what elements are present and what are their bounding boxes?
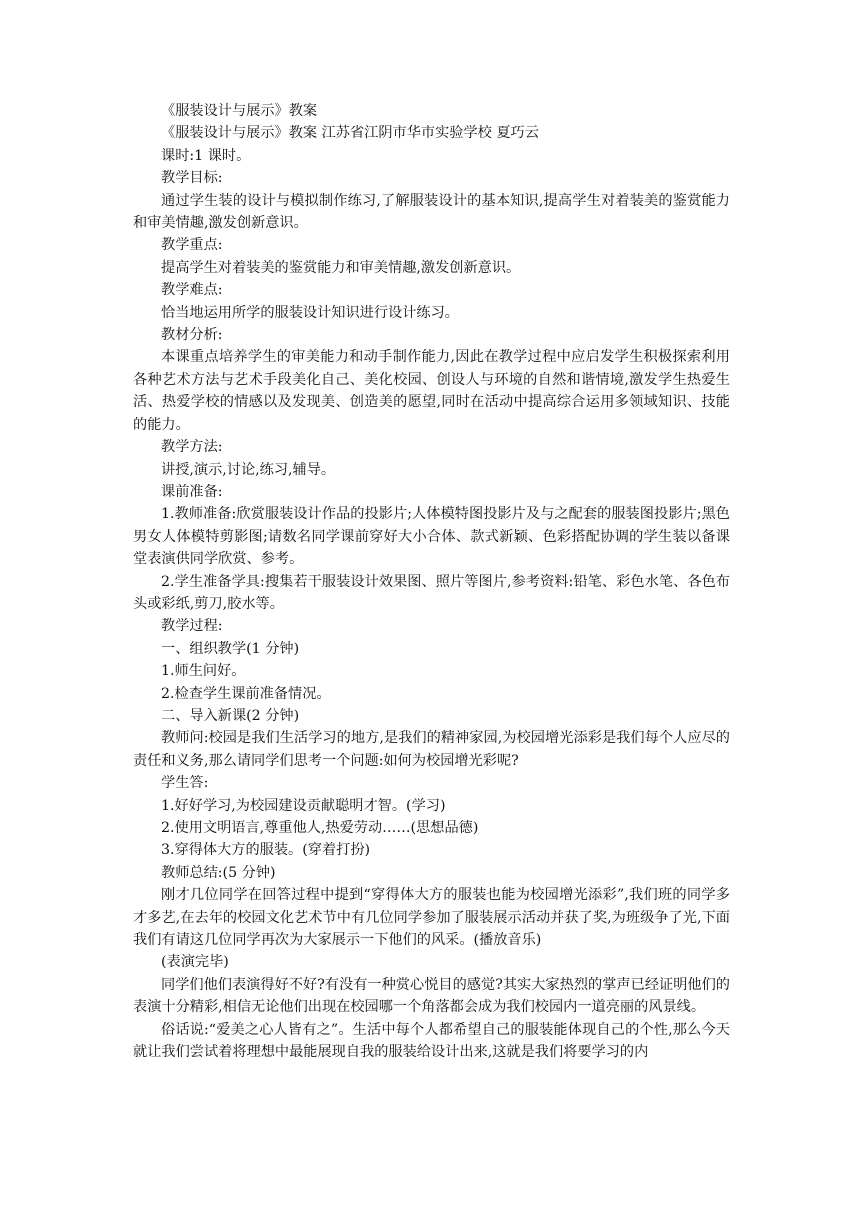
section-heading-difficulties: 教学难点: — [161, 282, 223, 299]
paragraph-teacher-summary-label: 教师总结:(5 分钟) — [161, 864, 276, 881]
paragraph-teacher-summary: 刚才几位同学在回答过程中提到“穿得体大方的服装也能为校园增光添彩”,我们班的同学多才多艺,在去年的校园文化艺术节中有几位同学参加了服装展示活动并获了奖,为班级争了光,下面我们有请这几位同学再次为大家展示一下他们的风采。(播放音乐) — [133, 887, 730, 949]
class-hours: 课时:1 课时。 — [161, 147, 251, 164]
list-item: 2.检查学生课前准备情况。 — [161, 685, 331, 702]
paragraph-performance-comment: 同学们他们表演得好不好?有没有一种赏心悦目的感觉?其实大家热烈的掌声已经证明他们的表演十分精彩,相信无论他们出现在校园哪一个角落都会成为我们校园内一道亮丽的风景线。 — [133, 976, 730, 1016]
step-heading-organize: 一、组织教学(1 分钟) — [161, 640, 300, 657]
doc-title: 《服装设计与展示》教案 — [161, 103, 318, 119]
paragraph-student-answer-label: 学生答: — [161, 775, 209, 792]
paragraph-student-preparation: 2.学生准备学具:搜集若干服装设计效果图、照片等图片,参考资料:铅笔、彩色水笔、各色布头或彩纸,剪刀,胶水等。 — [133, 573, 730, 612]
section-heading-methods: 教学方法: — [161, 439, 223, 456]
list-item: 1.好好学习,为校园建设贡献聪明才智。(学习) — [161, 797, 446, 814]
list-item: 3.穿得体大方的服装。(穿着打扮) — [161, 842, 371, 859]
paragraph-methods: 讲授,演示,讨论,练习,辅导。 — [161, 461, 336, 478]
step-heading-introduction: 二、导入新课(2 分钟) — [161, 707, 300, 724]
doc-subtitle-author: 《服装设计与展示》教案 江苏省江阴市华市实验学校 夏巧云 — [161, 125, 539, 142]
paragraph-teacher-preparation: 1.教师准备:欣赏服装设计作品的投影片;人体模特图投影片及与之配套的服装图投影片;黑色男女人体模特剪影图;请数名同学课前穿好大小合体、款式新颖、色彩搭配协调的学生装以备课堂表演供同学欣赏、参考。 — [133, 506, 730, 568]
list-item: 1.师生问好。 — [161, 663, 246, 680]
paragraph-teacher-question: 教师问:校园是我们生活学习的地方,是我们的精神家园,为校园增光添彩是我们每个人应尽的责任和义务,那么请同学们思考一个问题:如何为校园增光彩呢? — [133, 730, 730, 769]
list-item: 2.使用文明语言,尊重他人,热爱劳动……(思想品德) — [161, 820, 479, 836]
document-page — [133, 100, 730, 1063]
section-heading-material-analysis: 教材分析: — [161, 327, 223, 344]
paragraph-performance-end: (表演完毕) — [161, 954, 229, 971]
section-heading-preparation: 课前准备: — [161, 483, 223, 500]
paragraph-objectives: 通过学生装的设计与模拟制作练习,了解服装设计的基本知识,提高学生对着装美的鉴赏能力和审美情趣,激发创新意识。 — [133, 192, 730, 232]
section-heading-objectives: 教学目标: — [161, 170, 223, 187]
paragraph-difficulties: 恰当地运用所学的服装设计知识进行设计练习。 — [161, 304, 459, 321]
paragraph-proverb: 俗话说:“爱美之心人皆有之”。生活中每个人都希望自己的服装能体现自己的个性,那么今天就让我们尝试着将理想中最能展现自我的服装给设计出来,这就是我们将要学习的内 — [133, 1021, 730, 1061]
section-heading-key-points: 教学重点: — [161, 237, 223, 254]
paragraph-key-points: 提高学生对着装美的鉴赏能力和审美情趣,激发创新意识。 — [161, 259, 521, 276]
section-heading-process: 教学过程: — [161, 618, 223, 635]
paragraph-material-analysis: 本课重点培养学生的审美能力和动手制作能力,因此在教学过程中应启发学生积极探索利用各种艺术方法与艺术手段美化自己、美化校园、创设人与环境的自然和谐情境,激发学生热爱生活、热爱学校的情感以及发现美、创造美的愿望,同时在活动中提高综合运用多领域知识、技能的能力。 — [133, 349, 730, 433]
